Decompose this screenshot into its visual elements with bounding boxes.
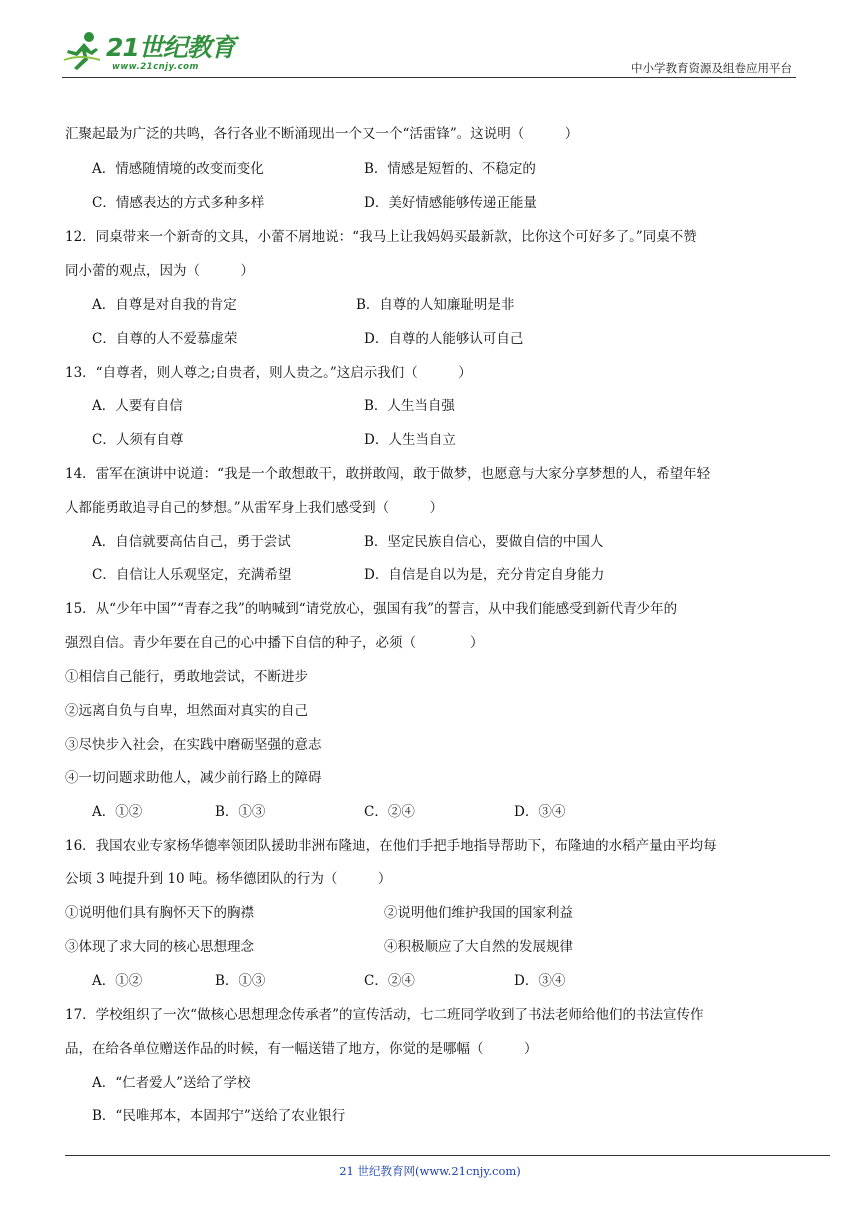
q17-option-a[interactable]: A．“仁者爱人”送给了学校 xyxy=(92,1075,251,1091)
q17-option-b[interactable]: B．“民唯邦本，本固邦宁”送给了农业银行 xyxy=(92,1108,346,1124)
q17-stem-line2: 品，在给各单位赠送作品的时候，有一幅送错了地方，你觉的是哪幅（ ） xyxy=(65,1041,538,1057)
q15-stem-line1: 15．从“少年中国”“青春之我”的呐喊到“请党放心，强国有我”的誓言，从中我们能感受到新代青少年的 xyxy=(65,601,678,617)
q16-option-a[interactable]: A．①② xyxy=(92,973,143,989)
q15-option-b[interactable]: B．①③ xyxy=(215,804,266,820)
q16-stem-line1: 16．我国农业专家杨华德率领团队援助非洲布隆迪，在他们手把手地指导帮助下，布隆迪的水稻产量由平均每 xyxy=(65,838,717,854)
q16-statement-1: ①说明他们具有胸怀天下的胸襟 xyxy=(65,905,254,921)
q14-stem-line1: 14．雷军在演讲中说道：“我是一个敢想敢干，敢拼敢闯，敢于做梦，也愿意与大家分享梦想的人，希望年轻 xyxy=(65,466,711,482)
footer-divider xyxy=(65,1155,830,1156)
site-logo[interactable] xyxy=(62,28,242,80)
q16-option-c[interactable]: C．②④ xyxy=(364,973,415,989)
q12-option-b[interactable]: B．自尊的人知廉耻明是非 xyxy=(356,297,515,313)
platform-title: 中小学教育资源及组卷应用平台 xyxy=(631,61,792,75)
q14-stem-line2: 人都能勇敢追寻自己的梦想。”从雷军身上我们感受到（ ） xyxy=(65,500,444,516)
q16-statement-3: ③体现了求大同的核心思想理念 xyxy=(65,939,254,955)
header-divider xyxy=(62,77,796,78)
q11-option-c[interactable]: C．情感表达的方式多种多样 xyxy=(92,195,265,211)
q13-option-a[interactable]: A．人要有自信 xyxy=(92,398,183,414)
q15-statement-3: ③尽快步入社会，在实践中磨砺坚强的意志 xyxy=(65,737,322,753)
q15-statement-1: ①相信自己能行，勇敢地尝试，不断进步 xyxy=(65,669,308,685)
q13-option-d[interactable]: D．人生当自立 xyxy=(364,432,456,448)
q16-option-d[interactable]: D．③④ xyxy=(514,973,566,989)
q11-option-a[interactable]: A．情感随情境的改变而变化 xyxy=(92,161,264,177)
q15-option-d[interactable]: D．③④ xyxy=(514,804,566,820)
q12-stem-line2: 同小蕾的观点，因为（ ） xyxy=(65,263,254,279)
q16-stem-line2: 公顷 3 吨提升到 10 吨。杨华德团队的行为（ ） xyxy=(65,871,392,887)
q17-stem-line1: 17．学校组织了一次“做核心思想理念传承者”的宣传活动，七二班同学收到了书法老师给他们的书法宣传作 xyxy=(65,1007,704,1023)
q13-option-c[interactable]: C．人须有自尊 xyxy=(92,432,184,448)
q13-stem: 13．“自尊者，则人尊之;自贵者，则人贵之。”这启示我们（ ） xyxy=(65,365,472,381)
q11-option-b[interactable]: B．情感是短暂的、不稳定的 xyxy=(364,161,536,177)
q15-stem-line2: 强烈自信。青少年要在自己的心中播下自信的种子，必须（ ） xyxy=(65,635,484,651)
q12-option-c[interactable]: C．自尊的人不爱慕虚荣 xyxy=(92,331,238,347)
q16-statement-2: ②说明他们维护我国的国家利益 xyxy=(384,905,573,921)
q12-stem-line1: 12．同桌带来一个新奇的文具，小蕾不屑地说：“我马上让我妈妈买最新款，比你这个可好多了。”同桌不赞 xyxy=(65,229,697,245)
q14-option-b[interactable]: B．坚定民族自信心，要做自信的中国人 xyxy=(364,534,604,550)
logo-wordmark: 21世纪教育 xyxy=(106,33,235,62)
q12-option-a[interactable]: A．自尊是对自我的肯定 xyxy=(92,297,237,313)
q11-stem: 汇聚起最为广泛的共鸣，各行各业不断涌现出一个又一个“活雷锋”。这说明（ ） xyxy=(65,126,579,142)
page-header xyxy=(62,28,796,80)
q14-option-c[interactable]: C．自信让人乐观坚定，充满希望 xyxy=(92,567,292,583)
runner-logo-icon xyxy=(62,30,102,72)
q15-option-a[interactable]: A．①② xyxy=(92,804,143,820)
q16-option-b[interactable]: B．①③ xyxy=(215,973,266,989)
q13-option-b[interactable]: B．人生当自强 xyxy=(364,398,455,414)
q11-option-d[interactable]: D．美好情感能够传递正能量 xyxy=(364,195,537,211)
logo-url: www.21cnjy.com xyxy=(112,62,199,72)
q16-statement-4: ④积极顺应了大自然的发展规律 xyxy=(384,939,573,955)
q14-option-d[interactable]: D．自信是自以为是，充分肯定自身能力 xyxy=(364,567,605,583)
q15-statement-2: ②远离自负与自卑，坦然面对真实的自己 xyxy=(65,703,308,719)
q14-option-a[interactable]: A．自信就要高估自己，勇于尝试 xyxy=(92,534,291,550)
q12-option-d[interactable]: D．自尊的人能够认可自己 xyxy=(364,331,524,347)
footer-link[interactable]: 21 世纪教育网(www.21cnjy.com) xyxy=(339,1164,521,1178)
q15-option-c[interactable]: C．②④ xyxy=(364,804,415,820)
q15-statement-4: ④一切问题求助他人，减少前行路上的障碍 xyxy=(65,770,322,786)
